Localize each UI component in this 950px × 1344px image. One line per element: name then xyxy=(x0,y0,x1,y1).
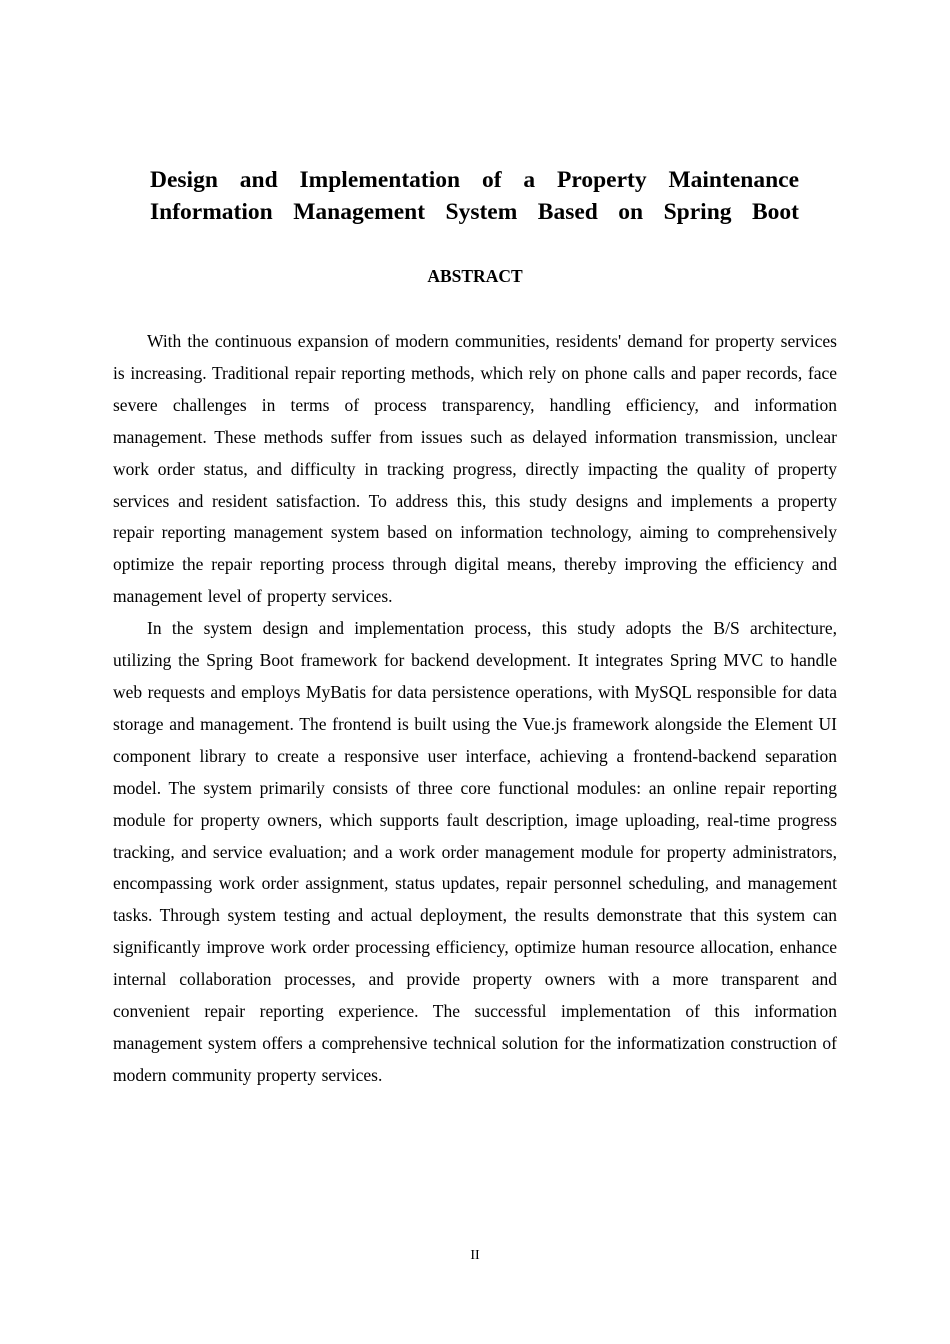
paper-title xyxy=(150,164,799,228)
abstract-paragraph-1: With the continuous expansion of modern communities, residents' demand for property services is increasing. Traditional repair reporting methods, which rely on phone calls and paper records, face severe challenges in terms of process transparency, handling efficiency, and information management. These methods suffer from issues such as delayed information transmission, unclear work order status, and difficulty in tracking progress, directly impacting the quality of property services and resident satisfaction. To address this, this study designs and implements a property repair reporting management system based on information technology, aiming to comprehensively optimize the repair reporting process through digital means, thereby improving the efficiency and management level of property services. xyxy=(113,331,837,607)
abstract-paragraph-2: In the system design and implementation process, this study adopts the B/S architecture, utilizing the Spring Boot framework for backend development. It integrates Spring MVC to handle web requests and employs MyBatis for data persistence operations, with MySQL responsible for data storage and management. The frontend is built using the Vue.js framework alongside the Element UI component library to create a responsive user interface, achieving a frontend-backend separation model. The system primarily consists of three core functional modules: an online repair reporting module for property owners, which supports fault description, image uploading, real-time progress tracking, and service evaluation; and a work order management module for property administrators, encompassing work order assignment, status updates, repair personnel scheduling, and management tasks. Through system testing and actual deployment, the results demonstrate that this system can significantly improve work order processing efficiency, optimize human resource allocation, enhance internal collaboration processes, and provide property owners with a more transparent and convenient repair reporting experience. The successful implementation of this information management system offers a comprehensive technical solution for the informatization construction of modern community property services. xyxy=(113,618,837,1085)
abstract-heading: ABSTRACT xyxy=(427,266,523,286)
abstract-body xyxy=(113,326,837,1092)
paper-title-line-2: Information Management System Based on Spring Boot xyxy=(150,199,799,225)
page-number: II xyxy=(470,1248,480,1263)
paper-title-line-1: Design and Implementation of a Property Maintenance xyxy=(150,167,799,193)
